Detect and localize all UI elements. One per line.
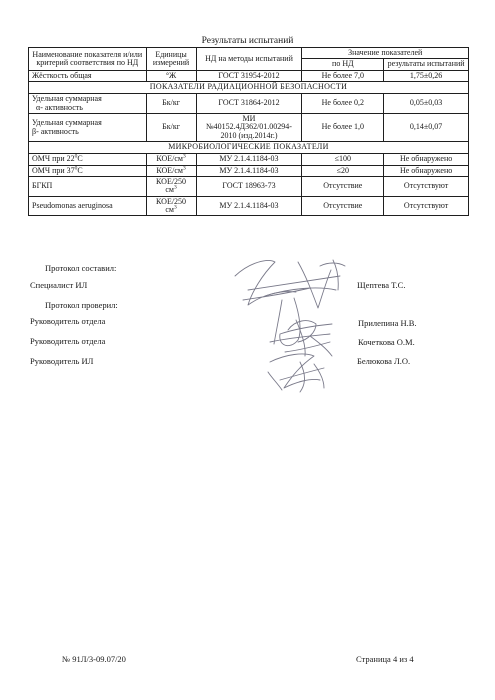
cell-unit: Бк/кг — [146, 113, 196, 141]
cell-indicator: Pseudomonas aeruginosa — [29, 196, 147, 216]
method-line: МИ — [242, 113, 256, 123]
cell-method: ГОСТ 18963-73 — [196, 176, 302, 196]
cell-nd: Отсутствие — [302, 176, 384, 196]
unit-sup: 3 — [183, 153, 186, 160]
cell-method: МУ 2.1.4.1184-03 — [196, 154, 302, 165]
indicator-suffix: С — [77, 165, 83, 175]
section-title: ПОКАЗАТЕЛИ РАДИАЦИОННОЙ БЕЗОПАСНОСТИ — [29, 82, 469, 94]
table-row — [29, 165, 469, 176]
checked-label: Протокол проверил: — [45, 300, 118, 310]
unit-text: КОЕ/см — [156, 165, 183, 175]
unit-line: КОЕ/250 — [156, 176, 187, 186]
head2-role: Руководитель отдела — [30, 336, 106, 346]
head3-role: Руководитель ИЛ — [30, 356, 94, 366]
unit-line: см — [165, 185, 174, 195]
cell-nd: ≤20 — [302, 165, 384, 176]
signature-prilepina — [265, 288, 336, 346]
cell-nd: Не более 0,2 — [302, 94, 384, 114]
unit-sup: 3 — [173, 184, 177, 191]
header-by-nd: по НД — [302, 59, 384, 70]
header-indicator: Наименование показателя и/или критерий соответствия по НД — [29, 48, 147, 71]
indicator-line: α- активность — [36, 102, 83, 112]
section-title: МИКРОБИОЛОГИЧЕСКИЕ ПОКАЗАТЕЛИ — [29, 142, 469, 154]
signature-belyukova — [268, 354, 324, 392]
degree-sup: 0 — [74, 164, 78, 171]
unit-sup: 3 — [183, 164, 186, 171]
cell-result: 0,05±0,03 — [384, 94, 469, 114]
header-method: НД на методы испытаний — [196, 48, 302, 71]
cell-result: Отсутствуют — [384, 176, 469, 196]
indicator-text: ОМЧ при 22 — [32, 154, 75, 164]
unit-line: КОЕ/250 — [156, 196, 187, 206]
cell-method: ГОСТ 31954-2012 — [196, 70, 302, 81]
indicator-text: ОМЧ при 37 — [32, 165, 75, 175]
head1-role: Руководитель отдела — [30, 316, 106, 326]
unit-sup: 3 — [173, 204, 177, 211]
head1-name: Прилепина Н.В. — [358, 318, 417, 328]
header-units: Единицы измерений — [146, 48, 196, 71]
header-value-group: Значение показателей — [302, 48, 469, 59]
cell-indicator — [29, 154, 147, 165]
specialist-name: Щептева Т.С. — [357, 280, 406, 290]
indicator-line: β- активность — [32, 126, 79, 136]
cell-nd: Не более 1,0 — [302, 113, 384, 141]
cell-method: МУ 2.1.4.1184-03 — [196, 165, 302, 176]
cell-method: МУ 2.1.4.1184-03 — [196, 196, 302, 216]
method-line: №40152.4Д362/01.00294- — [205, 122, 292, 132]
cell-indicator — [29, 113, 147, 141]
cell-unit — [146, 165, 196, 176]
unit-text: КОЕ/см — [156, 154, 183, 164]
signature-kochetkova — [285, 320, 332, 356]
cell-indicator — [29, 94, 147, 114]
cell-unit: Бк/кг — [146, 94, 196, 114]
indicator-line: Удельная суммарная — [32, 94, 102, 104]
cell-result: 1,75±0,26 — [384, 70, 469, 81]
cell-result: Отсутствуют — [384, 196, 469, 216]
cell-unit — [146, 154, 196, 165]
signature-scheptseva — [235, 260, 345, 308]
cell-indicator: БГКП — [29, 176, 147, 196]
cell-unit: °Ж — [146, 70, 196, 81]
unit-line: см — [165, 205, 174, 215]
page-number: Страница 4 из 4 — [356, 654, 414, 664]
table-row — [29, 196, 469, 216]
head3-name: Белюкова Л.О. — [357, 356, 411, 366]
specialist-role: Специалист ИЛ — [30, 280, 88, 290]
degree-sup: 0 — [74, 153, 78, 160]
page-title: Результаты испытаний — [201, 36, 294, 46]
section-row-micro — [29, 142, 469, 154]
cell-nd: Отсутствие — [302, 196, 384, 216]
cell-nd: Не более 7,0 — [302, 70, 384, 81]
cell-result: Не обнаружено — [384, 165, 469, 176]
table-header-row — [29, 48, 469, 59]
cell-result: Не обнаружено — [384, 154, 469, 165]
table-row — [29, 154, 469, 165]
section-row-radiation — [29, 82, 469, 94]
cell-indicator: Жёсткость общая — [29, 70, 147, 81]
method-line: 2010 (изд.2014г.) — [220, 130, 278, 140]
indicator-suffix: С — [77, 154, 83, 164]
header-results: результаты испытаний — [384, 59, 469, 70]
table-row — [29, 94, 469, 114]
table-row — [29, 113, 469, 141]
results-table — [28, 47, 469, 216]
table-row — [29, 70, 469, 81]
cell-unit — [146, 196, 196, 216]
compiled-label: Протокол составил: — [45, 263, 117, 273]
cell-result: 0,14±0,07 — [384, 113, 469, 141]
cell-unit — [146, 176, 196, 196]
cell-method — [196, 113, 302, 141]
head2-name: Кочеткова О.М. — [358, 337, 415, 347]
cell-nd: ≤100 — [302, 154, 384, 165]
table-row — [29, 176, 469, 196]
doc-number: № 91Л/3-09.07/20 — [62, 654, 126, 664]
cell-method: ГОСТ 31864-2012 — [196, 94, 302, 114]
indicator-line: Удельная суммарная — [32, 118, 102, 128]
cell-indicator — [29, 165, 147, 176]
